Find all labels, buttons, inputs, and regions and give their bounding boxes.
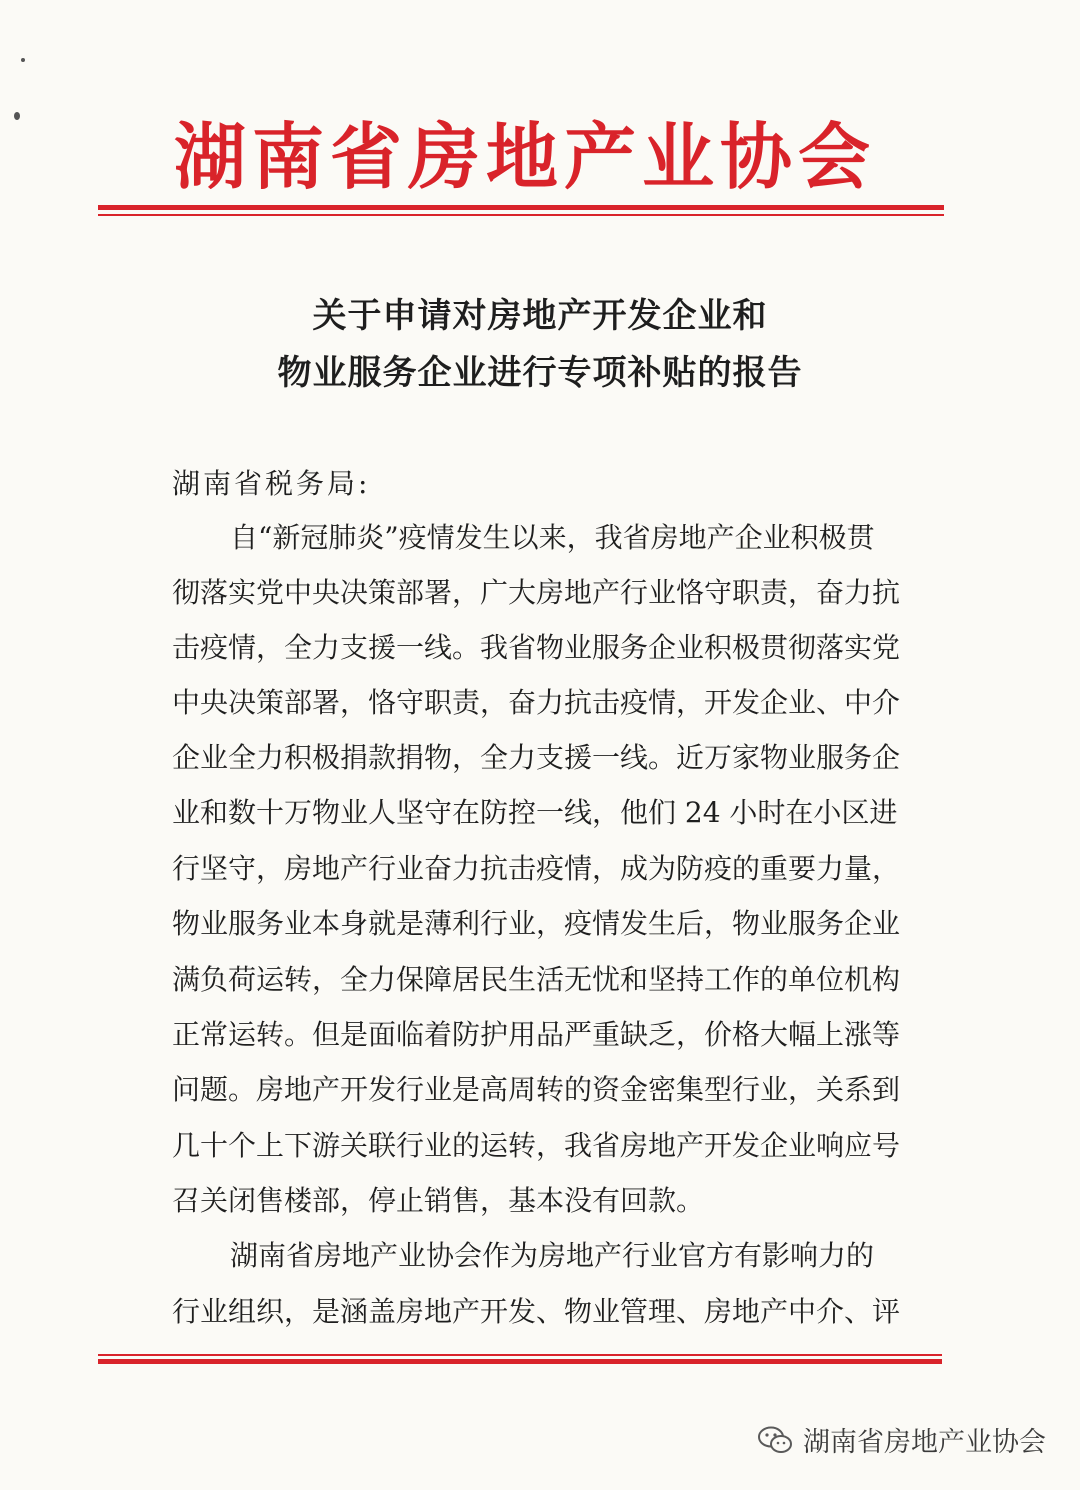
body-text-line: 业和数十万物业人坚守在防控一线，他们 24 小时在小区进	[172, 796, 898, 829]
report-title-line-1: 关于申请对房地产开发企业和	[312, 296, 768, 336]
body-text-line: 行坚守，房地产行业奋力抗击疫情，成为防疫的重要力量，	[172, 852, 901, 885]
body-text-line: 彻落实党中央决策部署，广大房地产行业恪守职责，奋力抗	[172, 576, 901, 609]
letterhead-rule-thin	[98, 214, 944, 216]
footer-rule-thin	[98, 1354, 942, 1356]
body-text-line: 击疫情，全力支援一线。我省物业服务企业积极贯彻落实党	[172, 631, 901, 664]
body-text-line: 行业组织，是涵盖房地产开发、物业管理、房地产中介、评	[172, 1295, 901, 1328]
body-text-line: 几十个上下游关联行业的运转，我省房地产开发企业响应号	[172, 1129, 901, 1162]
report-title-line-2: 物业服务企业进行专项补贴的报告	[277, 353, 803, 393]
account-watermark	[757, 1420, 1046, 1459]
scan-speck	[21, 58, 25, 62]
body-text-line: 企业全力积极捐款捐物，全力支援一线。近万家物业服务企	[172, 741, 901, 774]
body-text-line: 满负荷运转，全力保障居民生活无忧和坚持工作的单位机构	[172, 963, 901, 996]
body-text-line: 自“新冠肺炎”疫情发生以来，我省房地产企业积极贯	[230, 521, 875, 554]
body-text-line: 召关闭售楼部，停止销售，基本没有回款。	[172, 1184, 705, 1217]
salutation: 湖南省税务局:	[172, 467, 371, 500]
body-text-line: 问题。房地产开发行业是高周转的资金密集型行业，关系到	[172, 1073, 901, 1106]
letterhead-rule-thick	[98, 205, 944, 210]
wechat-icon	[757, 1425, 793, 1455]
scan-speck	[14, 112, 20, 120]
footer-rule-thick	[98, 1359, 942, 1364]
body-text-line: 正常运转。但是面临着防护用品严重缺乏，价格大幅上涨等	[172, 1018, 901, 1051]
letterhead-org-name: 湖南省房地产业协会	[173, 114, 876, 199]
body-text-line: 中央决策部署，恪守职责，奋力抗击疫情，开发企业、中介	[172, 686, 901, 719]
body-text-line: 物业服务业本身就是薄利行业，疫情发生后，物业服务企业	[172, 907, 901, 940]
watermark-text: 湖南省房地产业协会	[803, 1427, 1046, 1458]
body-text-line: 湖南省房地产业协会作为房地产行业官方有影响力的	[230, 1239, 875, 1272]
